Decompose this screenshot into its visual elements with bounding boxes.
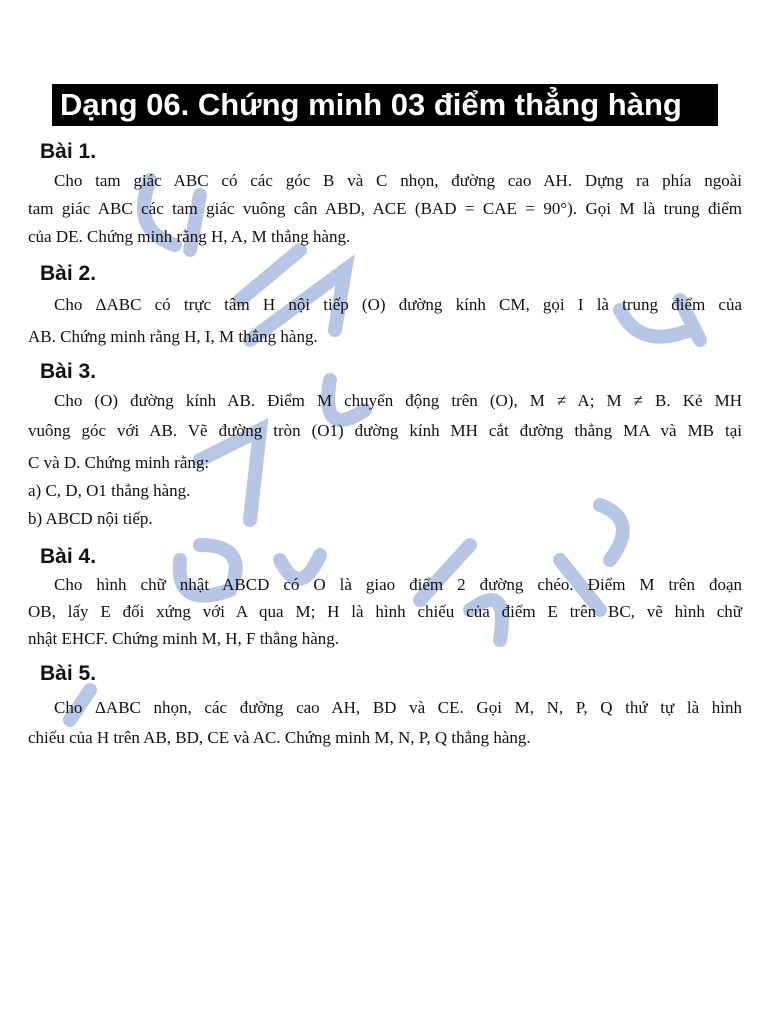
problem-3-line-2: vuông góc với AB. Vẽ đường tròn (O1) đường kính MH cắt đường thẳng MA và MB tại [28,421,742,440]
problem-5-line-1: Cho ΔABC nhọn, các đường cao AH, BD và CE. Gọi M, N, P, Q thứ tự là hình [54,698,742,717]
problem-3-line-3: C và D. Chứng minh rằng: [28,453,210,472]
problem-4-line-2: OB, lấy E đối xứng với A qua M; H là hình chiếu của điểm E trên BC, vẽ hình chữ [28,602,742,621]
problem-5-line-2: chiếu của H trên AB, BD, CE và AC. Chứng minh M, N, P, Q thẳng hàng. [28,728,531,747]
problem-1-line-1: Cho tam giác ABC có các góc B và C nhọn, đường cao AH. Dựng ra phía ngoài [54,171,742,190]
problem-4-line-1: Cho hình chữ nhật ABCD có O là giao điểm 2 đường chéo. Điểm M trên đoạn [54,575,742,594]
problem-3-line-5: b) ABCD nội tiếp. [28,509,153,528]
problem-4-line-3: nhật EHCF. Chứng minh M, H, F thẳng hàng. [28,629,340,648]
problem-3-line-4: a) C, D, O1 thẳng hàng. [28,481,191,500]
page-title: Dạng 06. Chứng minh 03 điểm thẳng hàng [52,84,718,126]
problem-3-line-1: Cho (O) đường kính AB. Điểm M chuyển động trên (O), M ≠ A; M ≠ B. Kẻ MH [54,391,742,410]
problem-2-line-2: AB. Chứng minh rằng H, I, M thẳng hàng. [28,327,318,346]
problem-1-heading: Bài 1. [40,140,97,163]
problem-2-line-1: Cho ΔABC có trực tâm H nội tiếp (O) đường kính CM, gọi I là trung điểm của [54,295,742,314]
problem-5-heading: Bài 5. [40,662,97,685]
problem-4-heading: Bài 4. [40,545,97,568]
problem-2-heading: Bài 2. [40,262,97,285]
problem-1-line-3: của DE. Chứng minh rằng H, A, M thẳng hàng. [28,227,351,246]
problem-1-line-2: tam giác ABC các tam giác vuông cân ABD, ACE (BAD = CAE = 90°). Gọi M là trung điểm [28,199,742,218]
problem-3-heading: Bài 3. [40,360,97,383]
